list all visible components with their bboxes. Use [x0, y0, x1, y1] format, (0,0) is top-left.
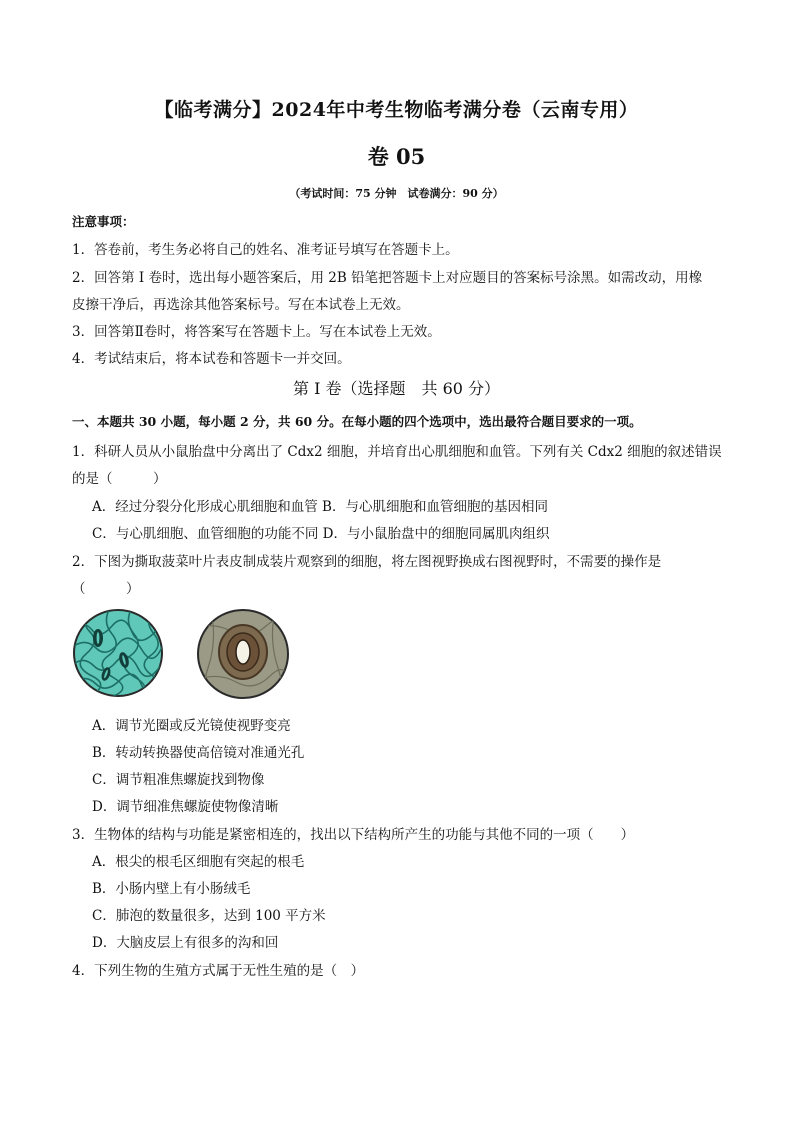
question-1-stem-cont: 的是（ ）	[72, 471, 167, 487]
question-4-stem: 4．下列生物的生殖方式属于无性生殖的是（ ）	[72, 963, 365, 979]
question-2-option: B．转动转换器使高倍镜对准通光孔	[92, 745, 305, 761]
question-2-stem-cont: （ ）	[72, 581, 140, 597]
question-3-option: D．大脑皮层上有很多的沟和回	[92, 935, 279, 951]
microscope-view-left-image	[72, 608, 164, 698]
question-2-option: A．调节光圈或反光镜使视野变亮	[92, 718, 291, 734]
section-instruction: 一、本题共 30 小题，每小题 2 分，共 60 分。在每小题的四个选项中，选出最符合题目要求的一项。	[72, 414, 642, 429]
note-item: 4．考试结束后，将本试卷和答题卡一并交回。	[72, 351, 351, 367]
page-title: 【临考满分】2024年中考生物临考满分卷（云南专用）	[154, 99, 639, 121]
exam-info: （考试时间：75 分钟 试卷满分：90 分）	[289, 187, 504, 200]
note-item: 皮擦干净后，再选涂其他答案标号。写在本试卷上无效。	[72, 297, 410, 313]
question-2-stem: 2．下图为撕取菠菜叶片表皮制成装片观察到的细胞，将左图视野换成右图视野时，不需要的操作是	[72, 554, 662, 570]
question-3-option: C．肺泡的数量很多，达到 100 平方米	[92, 908, 326, 924]
note-item: 2．回答第 I 卷时，选出每小题答案后，用 2B 铅笔把答题卡上对应题目的答案标号涂黑。如需改动，用橡	[72, 270, 703, 286]
notes-heading: 注意事项：	[72, 214, 135, 229]
note-item: 1．答卷前，考生务必将自己的姓名、准考证号填写在答题卡上。	[72, 242, 459, 258]
page-subtitle: 卷 05	[367, 144, 426, 169]
microscope-view-right-image	[196, 608, 290, 700]
question-3-option: A．根尖的根毛区细胞有突起的根毛	[92, 854, 305, 870]
question-3-option: B．小肠内壁上有小肠绒毛	[92, 881, 251, 897]
question-2-option: D．调节细准焦螺旋使物像清晰	[92, 799, 279, 815]
note-item: 3．回答第Ⅱ卷时，将答案写在答题卡上。写在本试卷上无效。	[72, 324, 441, 340]
question-3-stem: 3．生物体的结构与功能是紧密相连的，找出以下结构所产生的功能与其他不同的一项（ ）	[72, 827, 635, 843]
question-1-stem: 1．科研人员从小鼠胎盘中分离出了 Cdx2 细胞，并培育出心肌细胞和血管。下列有关 Cdx2 细胞的叙述错误	[72, 444, 722, 460]
section-title: 第 I 卷（选择题 共 60 分）	[292, 379, 501, 398]
question-2-option: C．调节粗准焦螺旋找到物像	[92, 772, 265, 788]
question-1-options-cd: C．与心肌细胞、血管细胞的功能不同 D．与小鼠胎盘中的细胞同属肌肉组织	[92, 526, 550, 542]
question-1-options-ab: A．经过分裂分化形成心肌细胞和血管 B．与心肌细胞和血管细胞的基因相同	[92, 499, 548, 515]
